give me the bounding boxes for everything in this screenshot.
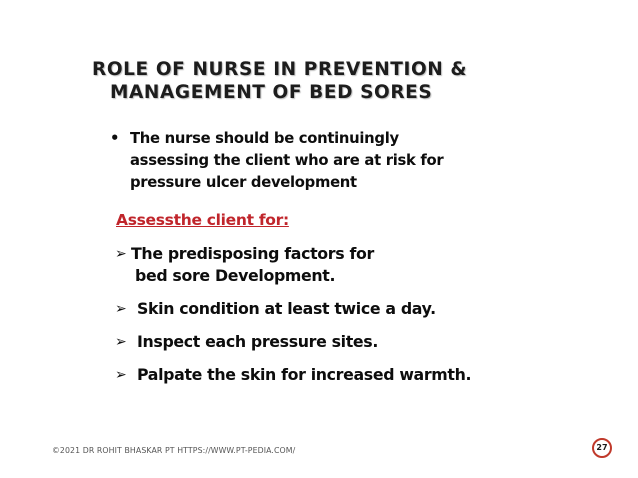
- intro-line-2: assessing the client who are at risk for: [130, 152, 444, 169]
- list-item-line: Skin condition at least twice a day.: [137, 299, 436, 318]
- slide-title-line-2: MANAGEMENT OF BED SORES: [110, 82, 433, 103]
- page-number-badge: [592, 438, 612, 458]
- list-item: [115, 331, 615, 353]
- intro-line-1: The nurse should be continuingly: [130, 130, 399, 147]
- intro-bullet: [108, 128, 588, 194]
- slide-title: [92, 58, 532, 104]
- list-item: [115, 298, 615, 320]
- list-item-line: bed sore Development.: [135, 266, 336, 285]
- checklist: [115, 243, 615, 386]
- arrow-bullet-icon: ➢: [115, 246, 127, 262]
- arrow-bullet-icon: ➢: [115, 301, 127, 317]
- list-item: [115, 243, 615, 287]
- list-item-line: Inspect each pressure sites.: [137, 332, 378, 351]
- bullet-marker: •: [110, 130, 120, 147]
- slide-title-line-1: ROLE OF NURSE IN PREVENTION &: [92, 59, 468, 80]
- assess-subheading: Assessthe client for:: [116, 211, 289, 229]
- intro-section: [108, 128, 588, 194]
- list-item: [115, 364, 615, 386]
- arrow-bullet-icon: ➢: [115, 334, 127, 350]
- list-item-line: Palpate the skin for increased warmth.: [137, 365, 472, 384]
- footer-copyright: ©2021 DR ROHIT BHASKAR PT HTTPS://WWW.PT-PEDIA.COM/: [52, 446, 296, 455]
- arrow-bullet-icon: ➢: [115, 367, 127, 383]
- page-number: 27: [596, 443, 608, 452]
- intro-line-3: pressure ulcer development: [130, 174, 357, 191]
- list-item-line: The predisposing factors for: [131, 244, 374, 263]
